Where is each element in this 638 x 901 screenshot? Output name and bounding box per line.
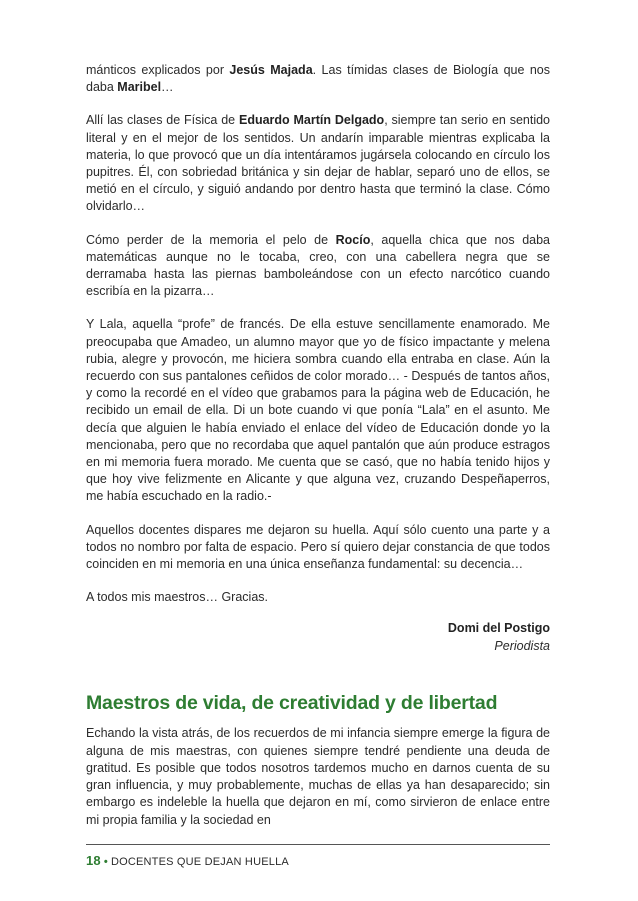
text-run: Aquellos docentes dispares me dejaron su huella. Aquí sólo cuento una parte y a todos no nombro por falta de espacio. Pero sí quiero dejar constancia de que todos coinciden en mi memoria en una única enseñanza fundamental: su decencia… [86, 522, 550, 572]
text-run: Cómo perder de la memoria el pelo de [86, 232, 336, 247]
section-paragraph: Echando la vista atrás, de los recuerdos de mi infancia siempre emerge la figura de alguna de mis maestras, con quienes siempre tendré pendiente una deuda de gratitud. Es posible que todos nosotros tardemos mucho en darnos cuenta de su gran influencia, y muy probablemente, muchas de ellas ya han desaparecido; sin embargo es indeleble la huella que dejaron en mí, como sirvieron de enlace entre mi propia familia y la sociedad en [86, 726, 550, 827]
body-paragraph [86, 62, 550, 96]
text-run: Allí las clases de Física de [86, 113, 239, 128]
paragraph-list [86, 62, 550, 606]
footer-separator: • [103, 856, 108, 868]
author-role: Periodista [494, 638, 550, 653]
bold-name: Rocío [335, 232, 371, 247]
body-paragraph [86, 232, 550, 301]
footer-label: DOCENTES QUE DEJAN HUELLA [110, 856, 289, 868]
text-run: … [161, 80, 174, 95]
bold-name: Jesús Majada [229, 63, 313, 77]
body-paragraph [86, 316, 550, 505]
bold-name: Eduardo Martín Delgado [238, 113, 385, 128]
text-run: Y Lala, aquella “profe” de francés. De ella estuve sencillamente enamorado. Me preocupaba que Amadeo, un alumno mayor que yo de físico impactante y melena rubia, alegre y provocón, me hiciera sombra cuando ella entraba en clase. Aún la recuerdo con sus pantalones ceñidos de color morado… - Después de tantos años, y como la recordé en el vídeo que grabamos para la página web de Educación, he recibido un email de ella. Di un bote cuando vi que ponía “Lala” en el asunto. Me decía que alguien le había enviado el enlace del vídeo de Educación donde yo la mencionaba, pero que no recordaba que aquel pantalón que aún produce estragos en mi memoria fuera morado. Me cuenta que se casó, que no había tenido hijos y que hoy vive felizmente en Alicante y que alguna vez, cruzando Despeñaperros, me había escuchado en la radio.- [86, 317, 550, 504]
signature [86, 620, 550, 655]
text-run: mánticos explicados por [86, 63, 230, 77]
footer-divider [86, 844, 550, 845]
text-run: . Las tímidas clases de Biología que nos daba [86, 63, 551, 95]
page-number: 18 [86, 853, 101, 868]
section-heading: Maestros de vida, de creatividad y de libertad [86, 692, 498, 715]
text-run: , aquella chica que nos daba matemáticas aunque no le tocaba, creo, con una cabellera negra que se derramaba hasta las piernas bamboleándose con un efecto narcótico cuando escribía en la pizarra… [86, 232, 551, 299]
text-run: A todos mis maestros… Gracias. [86, 590, 269, 605]
page-footer [86, 854, 289, 869]
body-paragraph [86, 112, 550, 215]
bold-name: Maribel [117, 80, 162, 95]
article-body [86, 62, 550, 845]
text-run: , siempre tan serio en sentido literal y en el mejor de los sentidos. Un andarín imparable mientras explicaba la materia, lo que provocó que un día intentáramos jugársela colocando en círculo los pupitres. Él, con sobriedad británica y sin dejar de hablar, separó uno de ellos, se metió en el círculo, y siguió andando por dentro hasta que terminó la clase. Cómo olvidarlo… [86, 113, 551, 214]
body-paragraph [86, 522, 550, 574]
body-paragraph [86, 589, 550, 606]
author-name: Domi del Postigo [447, 621, 550, 636]
